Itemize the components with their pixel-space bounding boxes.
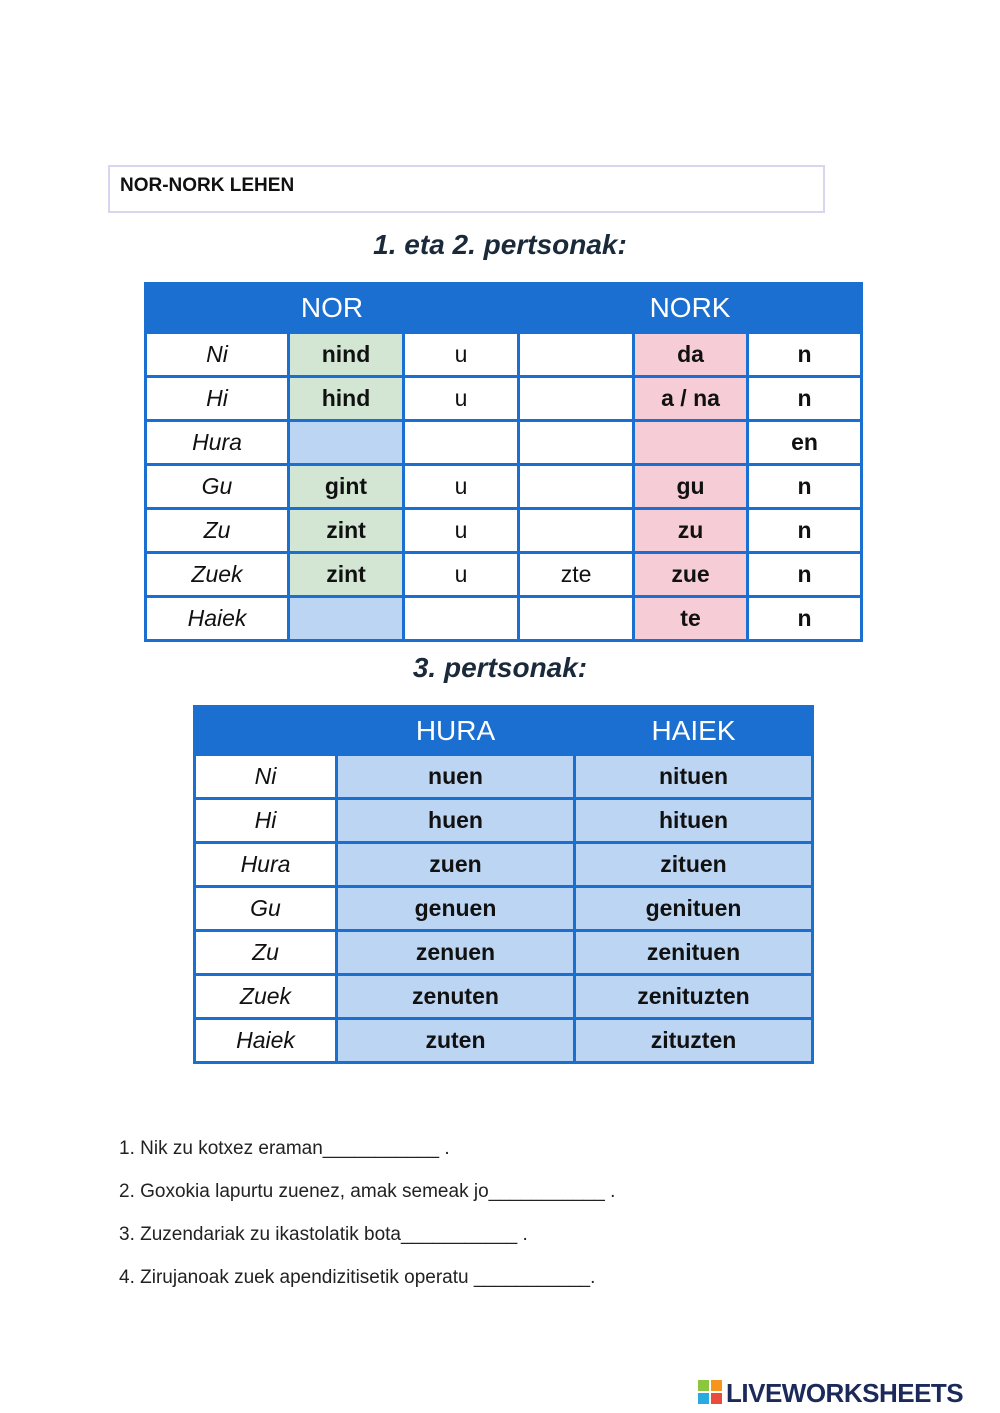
u-cell: u <box>404 465 519 509</box>
haiek-form-cell: zenituen <box>575 931 813 975</box>
haiek-form-cell: zenituzten <box>575 975 813 1019</box>
table-row <box>195 975 813 1019</box>
section1-heading: 1. eta 2. pertsonak: <box>373 229 627 260</box>
nork-suffix-cell: a / na <box>634 377 748 421</box>
plural-marker-cell <box>519 597 634 641</box>
table-row <box>146 465 862 509</box>
ending-cell: n <box>748 333 862 377</box>
hura-form-cell: zenuten <box>337 975 575 1019</box>
table-row <box>195 843 813 887</box>
nork-suffix-cell: gu <box>634 465 748 509</box>
nor-prefix-cell: zint <box>289 509 404 553</box>
haiek-form-cell: hituen <box>575 799 813 843</box>
nork-suffix-cell: da <box>634 333 748 377</box>
hura-form-cell: nuen <box>337 755 575 799</box>
pronoun-cell: Zuek <box>195 975 337 1019</box>
nork-suffix-cell: te <box>634 597 748 641</box>
exercise-list <box>119 1138 615 1310</box>
table-row <box>146 553 862 597</box>
nor-prefix-cell: gint <box>289 465 404 509</box>
header-hura: HURA <box>337 707 575 755</box>
plural-marker-cell <box>519 509 634 553</box>
exercise-item: 4. Zirujanoak zuek apendizitisetik operatu ___________. <box>119 1267 596 1288</box>
u-cell <box>404 597 519 641</box>
logo-square <box>711 1393 722 1404</box>
logo-square <box>698 1393 709 1404</box>
table-row <box>146 421 862 465</box>
table-row <box>195 799 813 843</box>
pronoun-cell: Ni <box>146 333 289 377</box>
table-row <box>195 931 813 975</box>
haiek-form-cell: nituen <box>575 755 813 799</box>
ending-cell: n <box>748 553 862 597</box>
hura-form-cell: genuen <box>337 887 575 931</box>
pronoun-cell: Zuek <box>146 553 289 597</box>
nor-prefix-cell: zint <box>289 553 404 597</box>
ending-cell: n <box>748 597 862 641</box>
liveworksheets-logo <box>698 1378 993 1408</box>
exercise-item: 3. Zuzendariak zu ikastolatik bota___________ . <box>119 1224 528 1245</box>
plural-marker-cell <box>519 377 634 421</box>
nork-suffix-cell: zu <box>634 509 748 553</box>
u-cell: u <box>404 333 519 377</box>
section2-heading: 3. pertsonak: <box>412 652 588 683</box>
hura-form-cell: zuten <box>337 1019 575 1063</box>
haiek-form-cell: genituen <box>575 887 813 931</box>
ending-cell: n <box>748 465 862 509</box>
nork-suffix-cell <box>634 421 748 465</box>
pronoun-cell: Zu <box>195 931 337 975</box>
u-cell: u <box>404 509 519 553</box>
table-row <box>195 755 813 799</box>
table-row <box>195 887 813 931</box>
pronoun-cell: Hura <box>195 843 337 887</box>
nor-prefix-cell: hind <box>289 377 404 421</box>
logo-square <box>698 1380 709 1391</box>
nor-prefix-cell <box>289 421 404 465</box>
table1-header-row <box>146 284 862 333</box>
pronoun-cell: Hi <box>146 377 289 421</box>
logo-square <box>711 1380 722 1391</box>
liveworksheets-logo-icon <box>698 1380 722 1404</box>
pronoun-cell: Haiek <box>195 1019 337 1063</box>
header-nork: NORK <box>519 284 862 333</box>
nor-prefix-cell: nind <box>289 333 404 377</box>
haiek-form-cell: zituzten <box>575 1019 813 1063</box>
third-person-table <box>193 705 814 1064</box>
nor-prefix-cell <box>289 597 404 641</box>
exercise-item: 2. Goxokia lapurtu zuenez, amak semeak jo___________ . <box>119 1181 616 1202</box>
plural-marker-cell: zte <box>519 553 634 597</box>
ending-cell: n <box>748 509 862 553</box>
pronoun-cell: Zu <box>146 509 289 553</box>
haiek-form-cell: zituen <box>575 843 813 887</box>
table-row <box>195 1019 813 1063</box>
table-row <box>146 509 862 553</box>
plural-marker-cell <box>519 333 634 377</box>
u-cell <box>404 421 519 465</box>
hura-form-cell: zenuen <box>337 931 575 975</box>
worksheet-title: NOR-NORK LEHEN <box>120 175 295 196</box>
logo-text: LIVEWORKSHEETS <box>726 1378 964 1408</box>
hura-form-cell: huen <box>337 799 575 843</box>
u-cell: u <box>404 377 519 421</box>
table-row <box>146 333 862 377</box>
header-haiek: HAIEK <box>575 707 813 755</box>
header-nor: NOR <box>146 284 519 333</box>
title-box <box>108 165 825 213</box>
table-row <box>146 597 862 641</box>
pronoun-cell: Ni <box>195 755 337 799</box>
nor-nork-table-1-2 <box>144 282 863 642</box>
pronoun-cell: Hura <box>146 421 289 465</box>
table2-header-row <box>195 707 813 755</box>
pronoun-cell: Hi <box>195 799 337 843</box>
ending-cell: en <box>748 421 862 465</box>
table-row <box>146 377 862 421</box>
u-cell: u <box>404 553 519 597</box>
pronoun-cell: Gu <box>195 887 337 931</box>
pronoun-cell: Haiek <box>146 597 289 641</box>
exercise-item: 1. Nik zu kotxez eraman___________ . <box>119 1138 450 1159</box>
plural-marker-cell <box>519 465 634 509</box>
header-empty <box>195 707 337 755</box>
nork-suffix-cell: zue <box>634 553 748 597</box>
hura-form-cell: zuen <box>337 843 575 887</box>
plural-marker-cell <box>519 421 634 465</box>
pronoun-cell: Gu <box>146 465 289 509</box>
ending-cell: n <box>748 377 862 421</box>
